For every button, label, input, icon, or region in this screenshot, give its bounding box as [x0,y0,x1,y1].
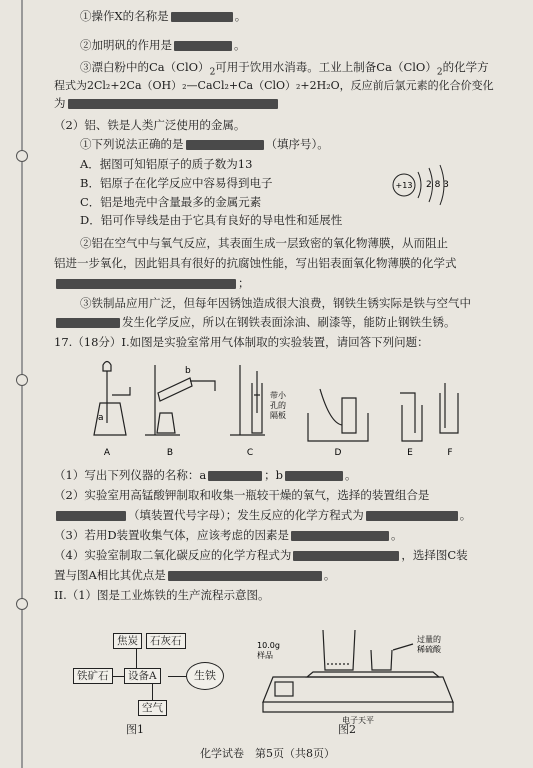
option-d: D．铝可作导线是由于它具有良好的导电性和延展性 [80,213,343,227]
question-line: ②铝在空气中与氧气反应，其表面生成一层致密的氧化物薄膜，从而阻止 [80,236,448,250]
balance-name: 电子天平 [342,716,374,724]
answer-blank[interactable] [186,140,264,150]
plate-note: 孔的 [270,401,286,410]
answer-blank[interactable] [171,12,233,22]
answer-blank[interactable] [56,511,126,521]
binding-hole [16,374,28,386]
figure-2-caption: 图2 [338,723,356,736]
question-line: 铝进一步氧化，因此铝具有很好的抗腐蚀性能，写出铝表面氧化物薄膜的化学式 [54,256,457,270]
delivery-tube [112,387,130,395]
question-17-heading: 17.（18分）I.如图是实验室常用气体制取的实验装置，请回答下列问题： [54,335,429,349]
question-line: （填装置代号字母）；发生反应的化学方程式为 。 [54,508,471,523]
question-line: （1）写出下列仪器的名称：a ；b 。 [54,468,357,482]
alcohol-lamp [157,413,175,433]
question-line: ； [54,276,250,291]
aluminum-atom-diagram [388,160,458,210]
apparatus-label: C [246,448,254,458]
question-line: 为 [54,96,280,111]
label-a: a [98,413,104,423]
gas-collecting-bottle [342,398,356,433]
gas-bottle-f [440,383,458,433]
atom-nucleus-charge: +13 [395,181,413,190]
question-line: 置与图A相比其优点是 。 [54,568,336,582]
funnel-and-plate [254,371,260,413]
question-line: 发生化学反应，所以在钢铁表面涂油、刷漆等，能防止钢铁生锈。 [54,315,456,330]
answer-blank[interactable] [208,471,262,481]
flow-arrow [136,648,137,668]
long-neck-funnel [103,362,111,424]
delivery-tube [190,381,215,391]
option-a: A．据图可知铝原子的质子数为13 [80,157,253,171]
sample-mass: 10.0g [257,641,280,650]
atom-electron-shells: 2 8 3 [426,180,449,190]
flow-arrow [112,676,124,677]
acid-pointer [393,644,413,650]
flow-arrow [152,684,153,700]
lab-apparatus-figure [80,353,475,458]
apparatus-label: F [447,448,453,458]
gas-bottle-e [400,393,422,441]
answer-blank[interactable] [168,571,322,581]
question-line: （3）若用D装置收集气体，应该考虑的因素是 。 [54,528,403,542]
answer-blank[interactable] [293,551,399,561]
answer-blank[interactable] [285,471,343,481]
page-footer: 化学试卷 第5页（共8页） [200,747,335,760]
question-line: ①下列说法正确的是 （填序号）。 [80,137,329,151]
flow-arrow [168,676,186,677]
electron-shell-arc [418,172,421,198]
answer-blank[interactable] [56,318,120,328]
test-tube [158,378,192,401]
apparatus-label: A [103,448,111,458]
answer-blank[interactable] [366,511,458,521]
delivery-tube [320,389,342,425]
acid-label: 过量的 [417,635,441,644]
beaker-acid [371,650,392,670]
question-line: （4）实验室制取二氧化碳反应的化学方程式为 ，选择图C装 [54,548,468,562]
answer-blank[interactable] [174,41,232,51]
balance-display [275,682,293,696]
water-trough [308,413,368,441]
answer-blank[interactable] [68,99,278,109]
question-line: （2）铝、铁是人类广泛使用的金属。 [54,118,246,132]
option-b: B．铝原子在化学反应中容易得到电子 [80,176,273,190]
equation-line: 程式为2Cl₂+2Ca（OH）₂—CaCl₂+Ca（ClO）₂+2H₂O，反应前后氯元素的化合价变化 [54,79,494,92]
option-c: C．铝是地壳中含量最多的金属元素 [80,195,262,209]
question-line: ③铁制品应用广泛，但每年因锈蚀造成很大浪费，钢铁生锈实际是铁与空气中 [80,296,471,310]
plate-note: 隔板 [270,411,286,420]
sample-label: 样品 [257,651,273,660]
device-a-box: 设备A [124,668,161,684]
label-b: b [185,366,191,376]
figure-1-caption: 图1 [126,723,144,736]
balance-base [263,677,453,702]
answer-blank[interactable] [56,279,236,289]
air-box: 空气 [138,700,167,716]
binding-hole [16,150,28,162]
acid-label: 稀硫酸 [417,645,441,654]
electronic-balance-figure [253,622,463,724]
apparatus-label: E [407,448,413,458]
question-line: ③漂白粉中的$Ca(ClO)_2$可用于饮用水消毒。工业上制备$Ca(ClO)_2$的化学方 [80,60,489,78]
question-line: （2）实验室用高锰酸钾制取和收集一瓶较干燥的氧气，选择的装置组合是 [54,488,430,502]
balance-pan [307,672,439,677]
pig-iron-circle: 生铁 [186,662,224,690]
answer-blank[interactable] [291,531,389,541]
iron-stand [230,365,265,435]
apparatus-label: B [166,448,174,458]
binding-hole [16,598,28,610]
plate-note: 带小 [270,391,286,400]
balance-front [263,702,453,712]
iron-ore-box: 铁矿石 [73,668,113,684]
question-line: ②加明矾的作用是 。 [80,38,246,52]
question-line: ①操作X的名称是 。 [80,9,247,23]
apparatus-label: D [334,448,342,458]
question-line: II.（1）图是工业炼铁的生产流程示意图。 [54,588,270,602]
limestone-box: 石灰石 [146,633,186,649]
coke-box: 焦炭 [113,633,142,649]
